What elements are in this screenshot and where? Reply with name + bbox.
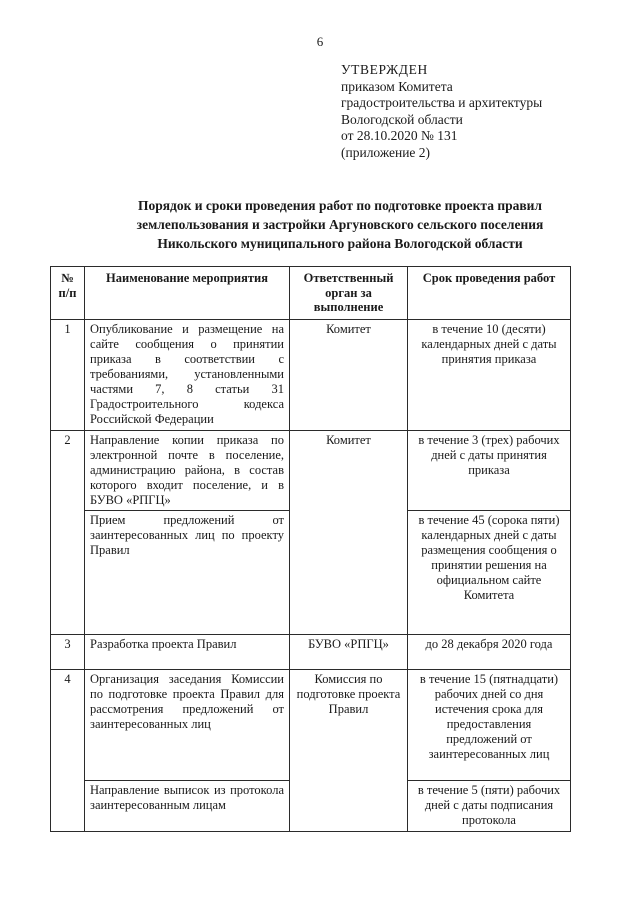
row-term: в течение 3 (трех) рабочих дней с даты принятия приказа — [408, 431, 571, 511]
row-term: в течение 10 (десяти) календарных дней с даты принятия приказа — [408, 320, 571, 431]
row-event: Прием предложений от заинтересованных лиц по проекту Правил — [85, 511, 290, 635]
row-num: 1 — [51, 320, 85, 431]
title-line: Порядок и сроки проведения работ по подготовке проекта правил — [137, 198, 542, 213]
approval-line: от 28.10.2020 № 131 — [341, 128, 458, 143]
row-term: в течение 45 (сорока пяти) календарных дней с даты размещения сообщения о принятии решения на официальном сайте Комитета — [408, 511, 571, 635]
row-event: Направление выписок из протокола заинтересованным лицам — [85, 781, 290, 832]
row-event: Разработка проекта Правил — [85, 635, 290, 670]
page-number: 6 — [316, 34, 324, 49]
approval-line: градостроительства и архитектуры — [341, 95, 543, 110]
row-term: до 28 декабря 2020 года — [408, 635, 571, 670]
row-responsible: Комитет — [290, 320, 408, 431]
table-row — [51, 670, 571, 781]
document-title — [60, 196, 620, 253]
row-responsible: БУВО «РПГЦ» — [290, 635, 408, 670]
approval-line: Вологодской области — [341, 111, 463, 127]
row-event: Направление копии приказа по электронной почте в поселение, администрацию района, в состав которого входит поселение, и в БУВО «РПГЦ» — [85, 431, 290, 511]
table-row — [51, 431, 571, 511]
approval-block — [341, 62, 542, 161]
header-num: № п/п — [51, 267, 85, 320]
row-term: в течение 5 (пяти) рабочих дней с даты подписания протокола — [408, 781, 571, 832]
table-header-row — [51, 267, 571, 320]
table-row — [51, 320, 571, 431]
row-event: Опубликование и размещение на сайте сообщения о принятии приказа в соответствии с требованиями, установленными частями 7, 8 статьи 31 Градостроительного кодекса Российской Федерации — [85, 320, 290, 431]
schedule-table — [50, 266, 571, 832]
title-line: землепользования и застройки Аргуновского сельского поселения — [136, 217, 544, 232]
row-term: в течение 15 (пятнадцати) рабочих дней со дня истечения срока для предоставления предложений от заинтересованных лиц — [408, 670, 571, 781]
header-event: Наименование мероприятия — [85, 267, 290, 320]
approval-line: (приложение 2) — [341, 144, 431, 160]
row-responsible: Комиссия по подготовке проекта Правил — [290, 670, 408, 832]
row-num: 3 — [51, 635, 85, 670]
row-num: 4 — [51, 670, 85, 832]
header-term: Срок проведения работ — [408, 267, 571, 320]
table-row — [51, 635, 571, 670]
title-line: Никольского муниципального района Вологодской области — [157, 236, 523, 251]
row-num: 2 — [51, 431, 85, 635]
row-responsible: Комитет — [290, 431, 408, 635]
row-event: Организация заседания Комиссии по подготовке проекта Правил для рассмотрения предложений от заинтересованных лиц — [85, 670, 290, 781]
approval-line: приказом Комитета — [341, 78, 453, 94]
approval-stamp: УТВЕРЖДЕН — [341, 62, 428, 77]
header-responsible: Ответственный орган за выполнение — [290, 267, 408, 320]
